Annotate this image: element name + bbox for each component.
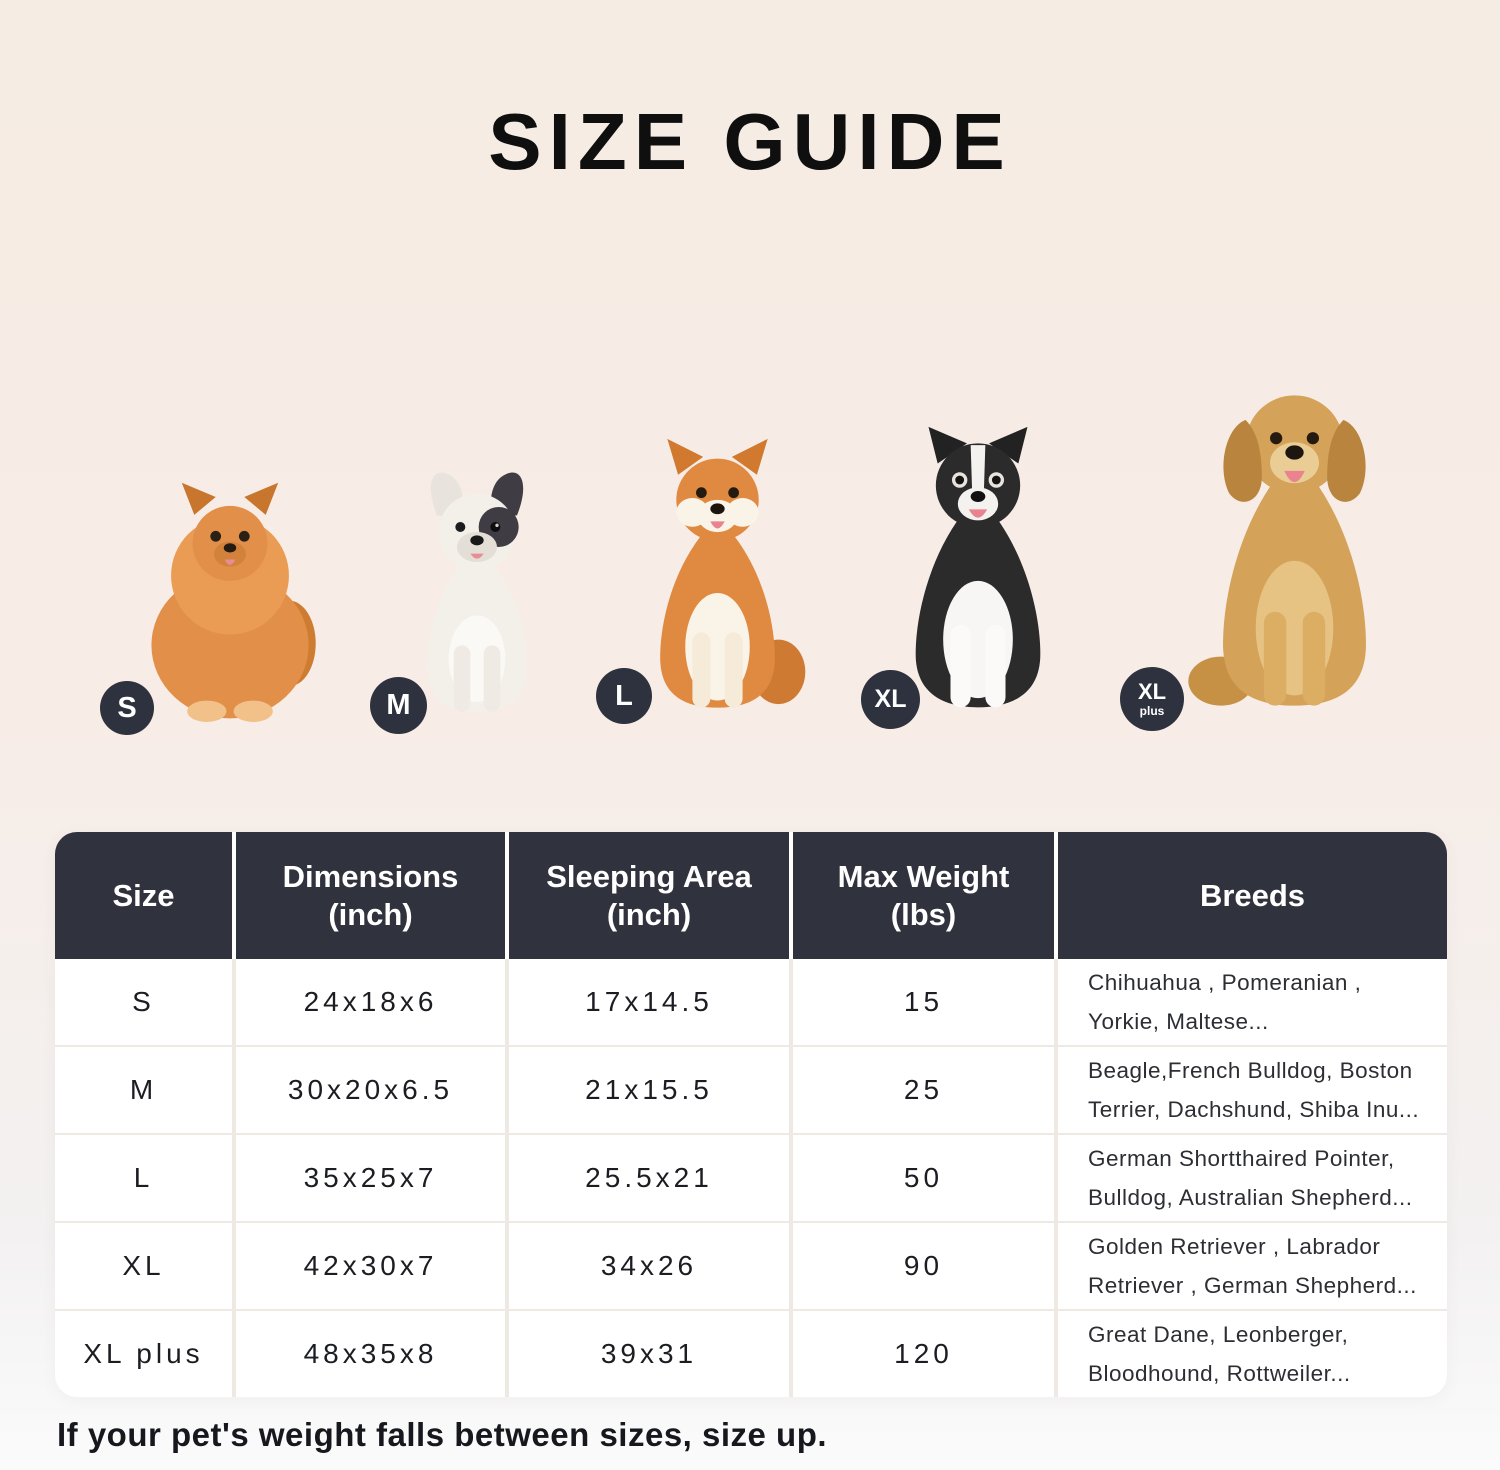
dog-photo-pomeranian: [115, 472, 345, 722]
header-label: Size: [112, 877, 175, 913]
dog-size-comparison: [0, 300, 1500, 740]
column-header-sleeping-area: [509, 832, 789, 959]
shiba-inu-icon: [610, 372, 825, 722]
cell-dimensions: 30x20x6.5: [236, 1047, 505, 1133]
size-guide-table: [55, 832, 1447, 1397]
cell-dimensions: 24x18x6: [236, 959, 505, 1045]
cell-size: L: [55, 1135, 232, 1221]
header-unit: (inch): [328, 896, 413, 932]
cell-breeds: Chihuahua , Pomeranian , Yorkie, Maltese...: [1058, 959, 1447, 1045]
header-label: Dimensions: [282, 859, 459, 895]
cell-max-weight: 15: [793, 959, 1054, 1045]
size-badge-label: XL: [874, 685, 907, 713]
cell-size: S: [55, 959, 232, 1045]
golden-retriever-icon: [1172, 332, 1417, 722]
size-badge-l: [596, 668, 652, 724]
dog-photo-shiba-inu: [610, 372, 825, 722]
cell-breeds: Golden Retriever , Labrador Retriever , German Shepherd...: [1058, 1223, 1447, 1309]
header-unit: (inch): [606, 896, 692, 932]
cell-size: XL plus: [55, 1311, 232, 1397]
sizing-note: If your pet's weight falls between sizes, size up.: [57, 1416, 828, 1453]
size-badge-xl-plus: [1120, 667, 1184, 731]
header-label: Sleeping Area: [546, 859, 752, 895]
cell-max-weight: 120: [793, 1311, 1054, 1397]
page-title: SIZE GUIDE: [488, 97, 1012, 186]
column-header-dimensions: [236, 832, 505, 959]
table-body: [55, 959, 1447, 1397]
cell-dimensions: 42x30x7: [236, 1223, 505, 1309]
cell-max-weight: 50: [793, 1135, 1054, 1221]
cell-size: XL: [55, 1223, 232, 1309]
cell-dimensions: 35x25x7: [236, 1135, 505, 1221]
size-badge-m: [370, 677, 427, 734]
dog-photo-border-collie: [868, 356, 1088, 722]
size-badge-sublabel: plus: [1139, 704, 1165, 718]
cell-sleeping-area: 25.5x21: [509, 1135, 789, 1221]
size-badge-label: S: [117, 691, 137, 724]
table-header-row: [55, 832, 1447, 959]
pomeranian-dog-icon: [115, 472, 345, 722]
column-header-max-weight: [793, 832, 1054, 959]
border-collie-icon: [868, 356, 1088, 722]
size-badge-label: XL: [1137, 679, 1167, 704]
table-row-xl-plus: [55, 1311, 1447, 1397]
cell-dimensions: 48x35x8: [236, 1311, 505, 1397]
size-badge-label: M: [386, 689, 411, 721]
cell-size: M: [55, 1047, 232, 1133]
size-badge-s: [100, 681, 154, 735]
table-row-xl: [55, 1223, 1447, 1309]
cell-sleeping-area: 34x26: [509, 1223, 789, 1309]
column-header-breeds: [1058, 832, 1447, 959]
column-header-size: [55, 832, 232, 959]
cell-sleeping-area: 39x31: [509, 1311, 789, 1397]
dog-photo-golden-retriever: [1172, 332, 1417, 722]
table-row-s: [55, 959, 1447, 1045]
table-row-m: [55, 1047, 1447, 1133]
header-unit: (lbs): [890, 896, 957, 932]
cell-sleeping-area: 21x15.5: [509, 1047, 789, 1133]
cell-breeds: Great Dane, Leonberger, Bloodhound, Rottweiler...: [1058, 1311, 1447, 1397]
size-badge-label: L: [615, 679, 633, 712]
cell-max-weight: 90: [793, 1223, 1054, 1309]
table-row-l: [55, 1135, 1447, 1221]
header-label: Breeds: [1199, 877, 1306, 913]
cell-breeds: German Shortthaired Pointer, Bulldog, Australian Shepherd...: [1058, 1135, 1447, 1221]
size-badge-xl: [861, 670, 920, 729]
cell-max-weight: 25: [793, 1047, 1054, 1133]
header-label: Max Weight: [837, 859, 1010, 895]
cell-breeds: Beagle,French Bulldog, Boston Terrier, Dachshund, Shiba Inu...: [1058, 1047, 1447, 1133]
cell-sleeping-area: 17x14.5: [509, 959, 789, 1045]
